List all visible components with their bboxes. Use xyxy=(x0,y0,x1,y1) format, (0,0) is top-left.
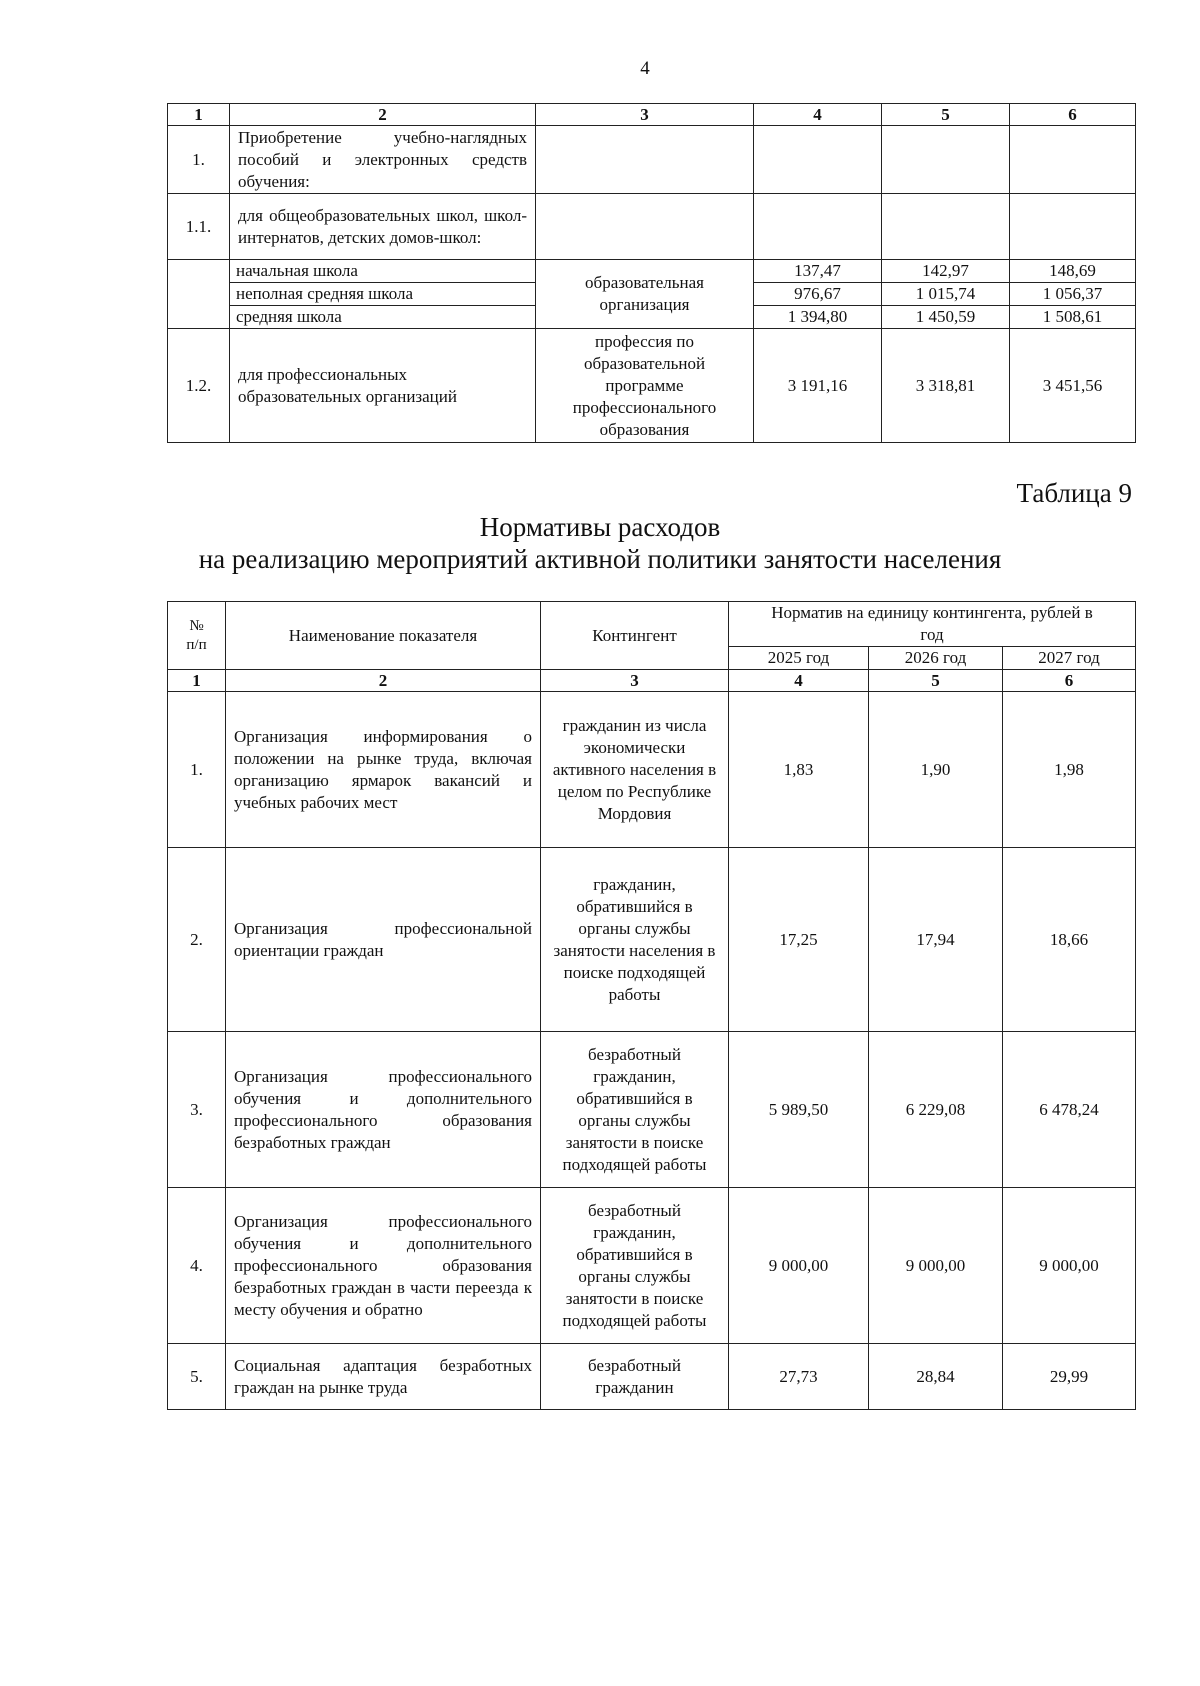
value-2027: 6 478,24 xyxy=(1003,1032,1136,1188)
table-row xyxy=(168,126,1136,194)
continued-table xyxy=(167,103,1136,443)
table-title: Нормативы расходов xyxy=(479,512,721,542)
header-year: 2026 год xyxy=(869,647,1003,670)
value-2027: 1,98 xyxy=(1003,692,1136,848)
table-label: Таблица 9 xyxy=(1016,478,1132,508)
row-number: 3. xyxy=(168,1032,226,1188)
col-number: 5 xyxy=(869,670,1003,692)
col-number: 3 xyxy=(536,104,754,126)
contingent-cell: гражданин, обратившийся в органы службы занятости населения в поиске подходящей работы xyxy=(541,848,729,1032)
contingent-cell: безработный гражданин, обратившийся в органы службы занятости в поиске подходящей работы xyxy=(541,1032,729,1188)
header-name: Наименование показателя xyxy=(226,602,541,670)
header-row xyxy=(168,602,1136,647)
header-year: 2027 год xyxy=(1003,647,1136,670)
value-2027: 1 056,37 xyxy=(1010,283,1136,306)
col-number: 3 xyxy=(541,670,729,692)
column-number-row xyxy=(168,670,1136,692)
value-2026: 1 015,74 xyxy=(882,283,1010,306)
contingent-cell: профессия по образовательной программе профессионального образования xyxy=(536,329,754,443)
value-2027: 148,69 xyxy=(1010,260,1136,283)
value-2025: 1 394,80 xyxy=(754,306,882,329)
indicator-name: Организация профессионального обучения и дополнительного профессионального образования безработных граждан xyxy=(226,1032,541,1188)
row-number: 1.2. xyxy=(168,329,230,443)
value-cell xyxy=(754,126,882,194)
col-number: 6 xyxy=(1003,670,1136,692)
indicator-name: для общеобразовательных школ, школ-интернатов, детских домов-школ: xyxy=(230,194,536,260)
value-2026: 17,94 xyxy=(869,848,1003,1032)
indicator-name: неполная средняя школа xyxy=(230,283,536,306)
row-number: 4. xyxy=(168,1188,226,1344)
col-number: 2 xyxy=(226,670,541,692)
col-number: 4 xyxy=(729,670,869,692)
indicator-name: для профессиональных образовательных организаций xyxy=(230,329,536,443)
table-row xyxy=(168,1344,1136,1410)
indicator-name: начальная школа xyxy=(230,260,536,283)
table-row xyxy=(168,194,1136,260)
contingent-cell xyxy=(536,194,754,260)
table-row xyxy=(168,329,1136,443)
col-number: 4 xyxy=(754,104,882,126)
value-2026: 1,90 xyxy=(869,692,1003,848)
table-row xyxy=(168,848,1136,1032)
table-row xyxy=(168,1032,1136,1188)
row-number: 1.1. xyxy=(168,194,230,260)
value-2026: 6 229,08 xyxy=(869,1032,1003,1188)
indicator-name: Организация информирования о положении на рынке труда, включая организацию ярмарок вакансий и учебных рабочих мест xyxy=(226,692,541,848)
norms-table xyxy=(167,601,1136,1410)
header-number: № п/п xyxy=(168,602,226,670)
row-number xyxy=(168,260,230,329)
value-2027: 9 000,00 xyxy=(1003,1188,1136,1344)
indicator-name: Организация профессиональной ориентации граждан xyxy=(226,848,541,1032)
header-year: 2025 год xyxy=(729,647,869,670)
row-number: 5. xyxy=(168,1344,226,1410)
col-number: 5 xyxy=(882,104,1010,126)
value-2027: 3 451,56 xyxy=(1010,329,1136,443)
contingent-cell: образовательная организация xyxy=(536,260,754,329)
value-cell xyxy=(754,194,882,260)
value-2027: 18,66 xyxy=(1003,848,1136,1032)
table-row xyxy=(168,260,1136,283)
value-2025: 137,47 xyxy=(754,260,882,283)
value-2026: 142,97 xyxy=(882,260,1010,283)
indicator-name: Организация профессионального обучения и дополнительного профессионального образования безработных граждан в части переезда к месту обучения и обратно xyxy=(226,1188,541,1344)
value-2025: 9 000,00 xyxy=(729,1188,869,1344)
value-cell xyxy=(1010,194,1136,260)
contingent-cell: безработный гражданин, обратившийся в органы службы занятости в поиске подходящей работы xyxy=(541,1188,729,1344)
value-2025: 27,73 xyxy=(729,1344,869,1410)
contingent-cell: безработный гражданин xyxy=(541,1344,729,1410)
row-number: 1. xyxy=(168,692,226,848)
row-number: 1. xyxy=(168,126,230,194)
value-2027: 1 508,61 xyxy=(1010,306,1136,329)
value-cell xyxy=(882,126,1010,194)
value-2026: 1 450,59 xyxy=(882,306,1010,329)
value-2026: 9 000,00 xyxy=(869,1188,1003,1344)
row-number: 2. xyxy=(168,848,226,1032)
header-contingent: Контингент xyxy=(541,602,729,670)
col-number: 6 xyxy=(1010,104,1136,126)
indicator-name: Приобретение учебно-наглядных пособий и электронных средств обучения: xyxy=(230,126,536,194)
value-2025: 3 191,16 xyxy=(754,329,882,443)
table-row xyxy=(168,692,1136,848)
col-number: 1 xyxy=(168,670,226,692)
value-2026: 28,84 xyxy=(869,1344,1003,1410)
table-row xyxy=(168,1188,1136,1344)
indicator-name: средняя школа xyxy=(230,306,536,329)
col-number: 2 xyxy=(230,104,536,126)
value-2025: 1,83 xyxy=(729,692,869,848)
contingent-cell: гражданин из числа экономически активного населения в целом по Республике Мордовия xyxy=(541,692,729,848)
value-cell xyxy=(882,194,1010,260)
contingent-cell xyxy=(536,126,754,194)
indicator-name: Социальная адаптация безработных граждан на рынке труда xyxy=(226,1344,541,1410)
header-normative: Норматив на единицу контингента, рублей в год xyxy=(729,602,1136,647)
column-number-row xyxy=(168,104,1136,126)
page-number: 4 xyxy=(640,58,650,79)
value-cell xyxy=(1010,126,1136,194)
table-subtitle: на реализацию мероприятий активной политики занятости населения xyxy=(198,544,1002,574)
value-2025: 976,67 xyxy=(754,283,882,306)
value-2027: 29,99 xyxy=(1003,1344,1136,1410)
col-number: 1 xyxy=(168,104,230,126)
value-2026: 3 318,81 xyxy=(882,329,1010,443)
value-2025: 17,25 xyxy=(729,848,869,1032)
value-2025: 5 989,50 xyxy=(729,1032,869,1188)
